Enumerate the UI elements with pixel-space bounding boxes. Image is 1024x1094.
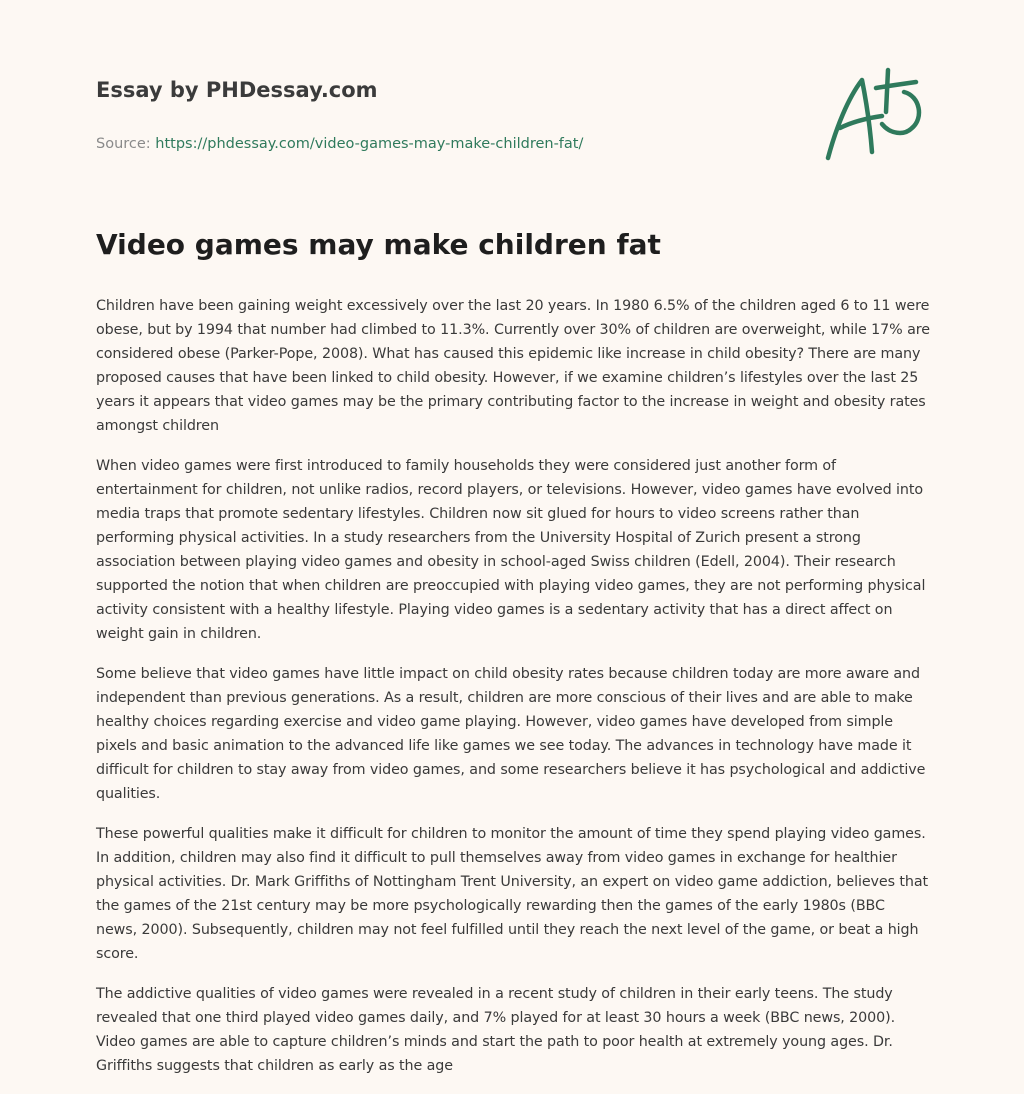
page-title: Video games may make children fat (96, 228, 661, 261)
source-label: Source: (96, 136, 151, 152)
essay-paragraph: These powerful qualities make it difficult for children to monitor the amount of time they spend playing video games. In addition, children may also find it difficult to pull themselves away from video games in exchange for healthier physical activities. Dr. Mark Griffiths of Nottingham Trent University, an expert on video game addiction, believes that the games of the 21st century may be more psychologically rewarding then the games of the early 1980s (BBC news, 2000). Subsequently, children may not feel fulfilled until they reach the next level of the game, or beat a high score. (96, 826, 929, 962)
essay-content (96, 226, 930, 1094)
source-line (96, 134, 583, 154)
essay-paragraph: The addictive qualities of video games were revealed in a recent study of children in their early teens. The study revealed that one third played video games daily, and 7% played for at least 30 hours a week (BBC news, 2000). Video games are able to capture children’s minds and start the path to poor health at extremely young ages. Dr. Griffiths suggests that children as early as the age (96, 986, 896, 1074)
a-plus-grade-icon (820, 66, 930, 166)
essay-paragraph: When video games were first introduced to family households they were considered just another form of entertainment for children, not unlike radios, record players, or televisions. However, video games have evolved into media traps that promote sedentary lifestyles. Children now sit glued for hours to video screens rather than performing physical activities. In a study researchers from the University Hospital of Zurich present a strong association between playing video games and obesity in school-aged Swiss children (Edell, 2004). Their research supported the notion that when children are preoccupied with playing video games, they are not performing physical activity consistent with a healthy lifestyle. Playing video games is a sedentary activity that has a direct affect on weight gain in children. (96, 458, 926, 642)
page-header (96, 76, 583, 154)
essay-paragraph: Children have been gaining weight excessively over the last 20 years. In 1980 6.5% of the children aged 6 to 11 were obese, but by 1994 that number had climbed to 11.3%. Currently over 30% of children are overweight, while 17% are considered obese (Parker-Pope, 2008). What has caused this epidemic like increase in child obesity? There are many proposed causes that have been linked to child obesity. However, if we examine children’s lifestyles over the last 25 years it appears that video games may be the primary contributing factor to the increase in weight and obesity rates amongst children (96, 298, 930, 434)
site-title: Essay by PHDessay.com (96, 78, 378, 102)
source-link[interactable]: https://phdessay.com/video-games-may-make-children-fat/ (155, 136, 584, 152)
essay-paragraph: Some believe that video games have little impact on child obesity rates because children today are more aware and independent than previous generations. As a result, children are more conscious of their lives and are able to make healthy choices regarding exercise and video game playing. However, video games have developed from simple pixels and basic animation to the advanced life like games we see today. The advances in technology have made it difficult for children to stay away from video games, and some researchers believe it has psychological and addictive qualities. (96, 666, 926, 802)
